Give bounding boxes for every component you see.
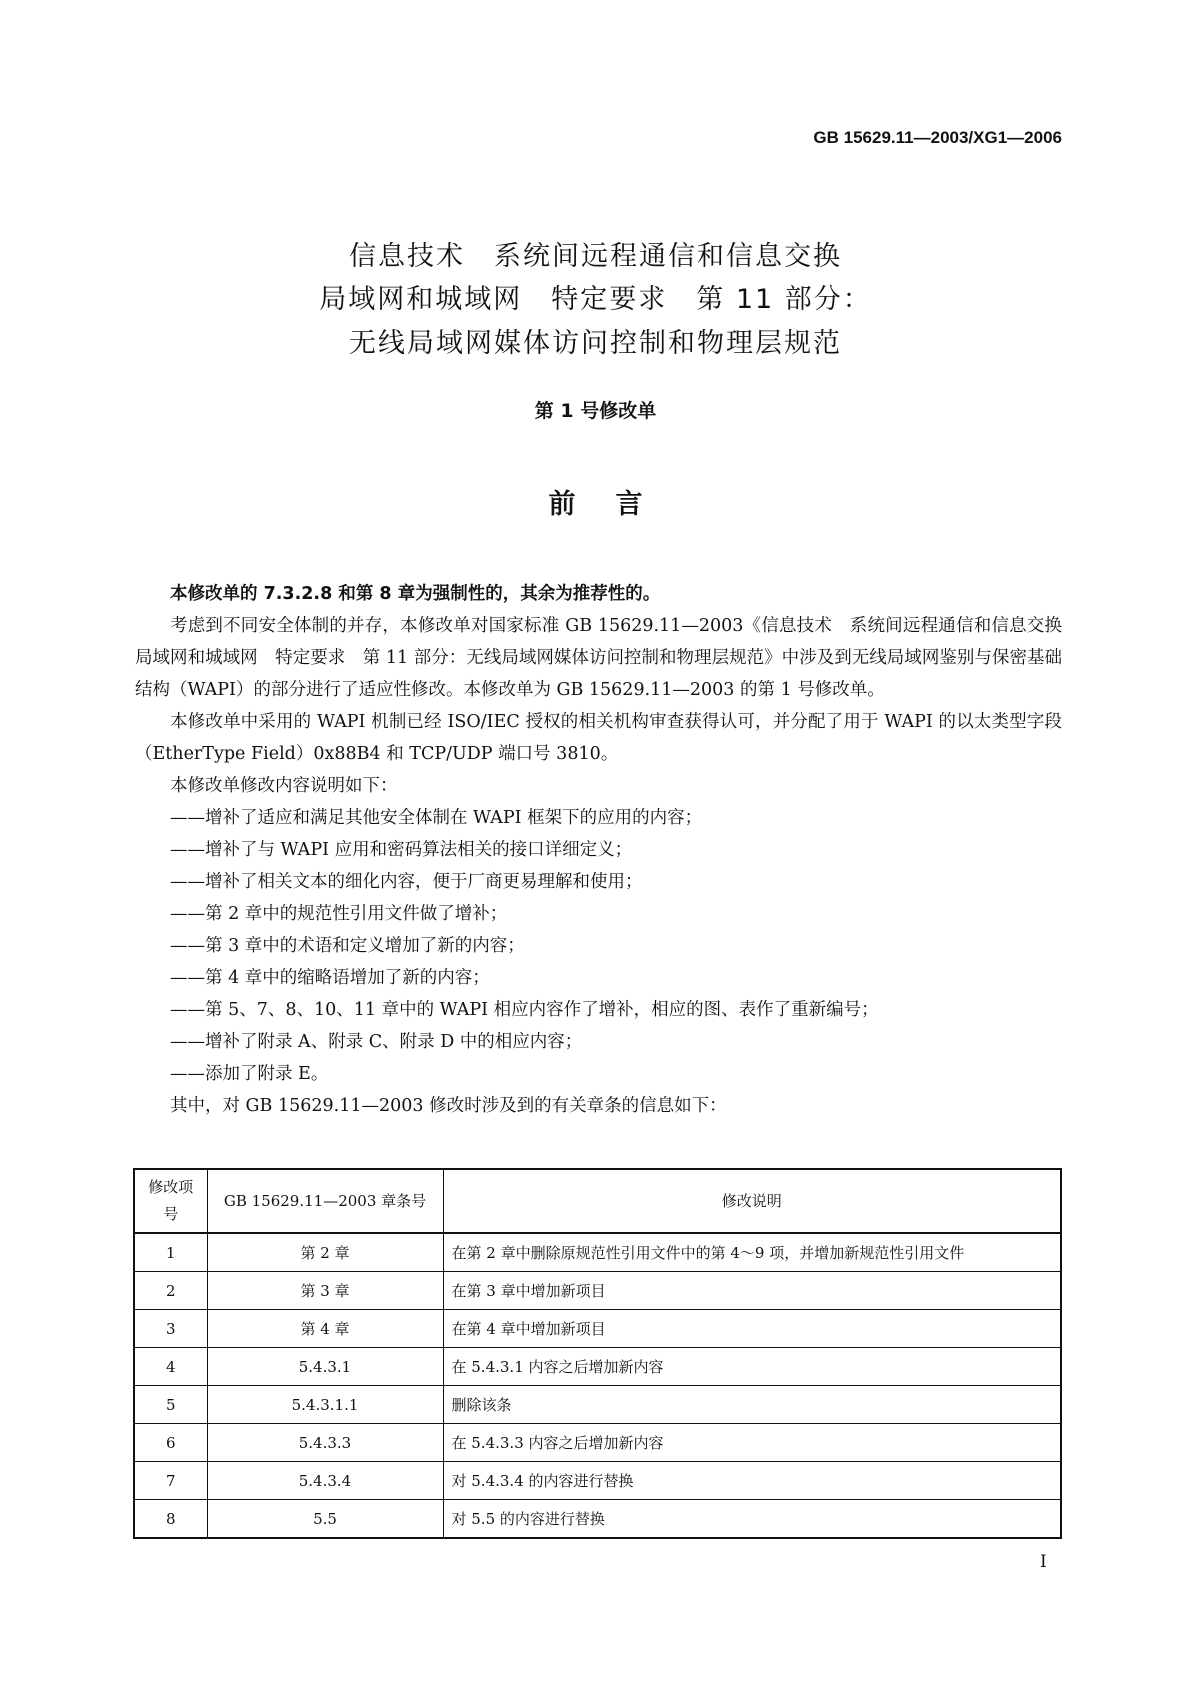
list-item: ——第 5、7、8、10、11 章中的 WAPI 相应内容作了增补，相应的图、表作了重新编号； bbox=[170, 1000, 879, 1020]
cell-clause: 5.4.3.1.1 bbox=[207, 1386, 443, 1424]
cell-clause: 5.5 bbox=[207, 1500, 443, 1539]
cell-item-no: 1 bbox=[134, 1233, 207, 1272]
cell-clause: 5.4.3.4 bbox=[207, 1462, 443, 1500]
cell-item-no: 5 bbox=[134, 1386, 207, 1424]
preface-body bbox=[135, 578, 1080, 1122]
title-line-3: 无线局域网媒体访问控制和物理层规范 bbox=[349, 328, 842, 359]
header-clause: GB 15629.11—2003 章条号 bbox=[207, 1169, 443, 1233]
paragraph: 本修改单的 7.3.2.8 和第 8 章为强制性的，其余为推荐性的。 bbox=[170, 584, 661, 604]
title-line-1: 信息技术 系统间远程通信和信息交换 bbox=[349, 241, 842, 272]
cell-description: 在第 2 章中删除原规范性引用文件中的第 4～9 项，并增加新规范性引用文件 bbox=[443, 1233, 1061, 1272]
list-item: ——第 4 章中的缩略语增加了新的内容； bbox=[170, 968, 490, 988]
amendment-subtitle: 第 1 号修改单 bbox=[534, 400, 657, 422]
list-item: ——增补了相关文本的细化内容，便于厂商更易理解和使用； bbox=[170, 872, 643, 892]
list-item: ——第 3 章中的术语和定义增加了新的内容； bbox=[170, 936, 525, 956]
standard-number: GB 15629.11—2003/XG1—2006 bbox=[813, 128, 1062, 147]
paragraph: 考虑到不同安全体制的并存，本修改单对国家标准 GB 15629.11—2003《信息技术 系统间远程通信和信息交换 局域网和城域网 特定要求 第 11 部分：无线局域网媒体访问控制和物理层规范》中涉及到无线局域网鉴别与保密基础结构（WAPI）的部分进行了适应性修改。本修改单为 GB 15629.11—2003 的第 1 号修改单。 bbox=[135, 616, 1080, 700]
header-description: 修改说明 bbox=[443, 1169, 1061, 1233]
list-item: ——添加了附录 E。 bbox=[170, 1064, 329, 1084]
cell-description: 删除该条 bbox=[443, 1386, 1061, 1424]
amendment-table bbox=[133, 1168, 1062, 1539]
cell-item-no: 6 bbox=[134, 1424, 207, 1462]
cell-clause: 5.4.3.3 bbox=[207, 1424, 443, 1462]
table-row bbox=[134, 1424, 1061, 1462]
cell-item-no: 3 bbox=[134, 1310, 207, 1348]
list-item: ——增补了与 WAPI 应用和密码算法相关的接口详细定义； bbox=[170, 840, 633, 860]
cell-item-no: 4 bbox=[134, 1348, 207, 1386]
list-item: ——增补了附录 A、附录 C、附录 D 中的相应内容； bbox=[170, 1032, 583, 1052]
header-item-no: 修改项号 bbox=[134, 1169, 207, 1233]
list-item: ——增补了适应和满足其他安全体制在 WAPI 框架下的应用的内容； bbox=[170, 808, 703, 828]
table-intro: 其中，对 GB 15629.11—2003 修改时涉及到的有关章条的信息如下： bbox=[170, 1096, 727, 1116]
cell-description: 在第 4 章中增加新项目 bbox=[443, 1310, 1061, 1348]
cell-clause: 第 3 章 bbox=[207, 1272, 443, 1310]
paragraph: 本修改单修改内容说明如下： bbox=[170, 776, 398, 796]
table-row bbox=[134, 1233, 1061, 1272]
table-row bbox=[134, 1310, 1061, 1348]
cell-clause: 5.4.3.1 bbox=[207, 1348, 443, 1386]
title-line-2: 局域网和城域网 特定要求 第 11 部分： bbox=[319, 284, 872, 315]
table-row bbox=[134, 1386, 1061, 1424]
cell-description: 对 5.4.3.4 的内容进行替换 bbox=[443, 1462, 1061, 1500]
list-item: ——第 2 章中的规范性引用文件做了增补； bbox=[170, 904, 508, 924]
table-row bbox=[134, 1272, 1061, 1310]
table-row bbox=[134, 1348, 1061, 1386]
table-row bbox=[134, 1500, 1061, 1539]
cell-description: 对 5.5 的内容进行替换 bbox=[443, 1500, 1061, 1539]
table-header-row bbox=[134, 1169, 1061, 1233]
page-number: I bbox=[1040, 1552, 1047, 1572]
cell-description: 在 5.4.3.3 内容之后增加新内容 bbox=[443, 1424, 1061, 1462]
cell-clause: 第 4 章 bbox=[207, 1310, 443, 1348]
cell-description: 在第 3 章中增加新项目 bbox=[443, 1272, 1061, 1310]
cell-item-no: 2 bbox=[134, 1272, 207, 1310]
preface-heading: 前言 bbox=[548, 489, 683, 520]
cell-description: 在 5.4.3.1 内容之后增加新内容 bbox=[443, 1348, 1061, 1386]
cell-item-no: 7 bbox=[134, 1462, 207, 1500]
cell-item-no: 8 bbox=[134, 1500, 207, 1539]
paragraph: 本修改单中采用的 WAPI 机制已经 ISO/IEC 授权的相关机构审查获得认可，并分配了用于 WAPI 的以太类型字段（EtherType Field）0x88B4 和 TCP/UDP 端口号 3810。 bbox=[135, 712, 1062, 764]
table-row bbox=[134, 1462, 1061, 1500]
cell-clause: 第 2 章 bbox=[207, 1233, 443, 1272]
